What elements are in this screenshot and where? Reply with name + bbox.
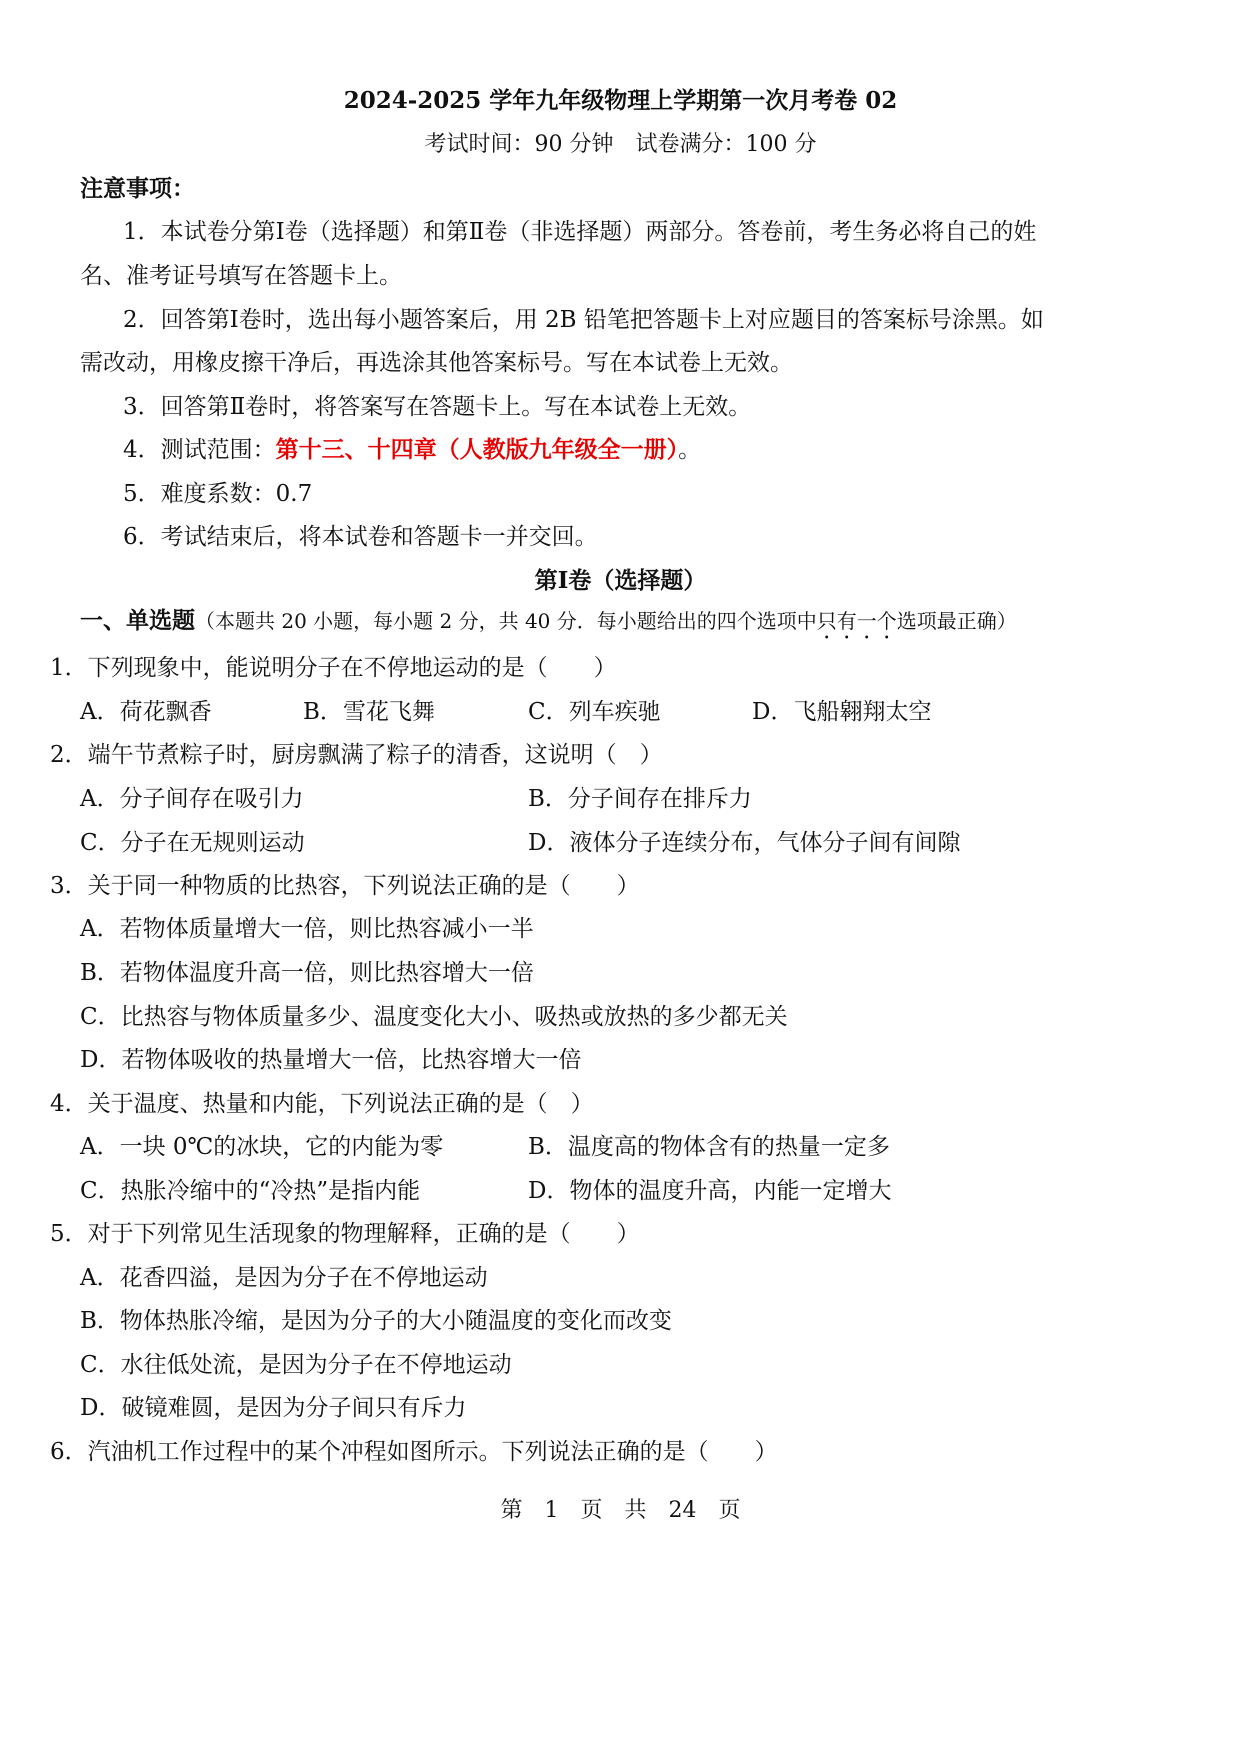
note-6: 6．考试结束后，将本试卷和答题卡一并交回。: [123, 524, 598, 550]
question-4-option-d: D．物体的温度升高，内能一定增大: [528, 1178, 892, 1204]
question-1-option-a: A．荷花飘香: [80, 699, 212, 725]
note-4-suffix: 。: [678, 437, 702, 463]
question-2-option-d: D．液体分子连续分布，气体分子间有间隙: [528, 830, 961, 856]
question-3-option-d: D．若物体吸收的热量增大一倍，比热容增大一倍: [80, 1047, 582, 1073]
question-1-option-d: D．飞船翱翔太空: [752, 699, 932, 725]
question-2-option-a: A．分子间存在吸引力: [80, 786, 304, 812]
note-4: [123, 435, 701, 465]
question-1-option-b: B．雪花飞舞: [303, 699, 435, 725]
exam-info: 考试时间：90 分钟 试卷满分：100 分: [424, 132, 817, 157]
note-3: 3．回答第Ⅱ卷时，将答案写在答题卡上。写在本试卷上无效。: [123, 394, 752, 420]
section-heading-line: [80, 606, 1017, 644]
question-4-option-b: B．温度高的物体含有的热量一定多: [528, 1134, 890, 1160]
section-heading: 一、单选题: [80, 607, 195, 634]
question-5-option-d: D．破镜难圆，是因为分子间只有斥力: [80, 1395, 467, 1421]
question-4-stem: 4．关于温度、热量和内能，下列说法正确的是（ ）: [50, 1091, 594, 1117]
question-5-option-a: A．花香四溢，是因为分子在不停地运动: [80, 1265, 488, 1291]
question-3-option-b: B．若物体温度升高一倍，则比热容增大一倍: [80, 960, 534, 986]
emphasis-text: 只有一个: [816, 609, 897, 633]
note-1-line-1: 1．本试卷分第Ⅰ卷（选择题）和第Ⅱ卷（非选择题）两部分。答卷前，考生务必将自己的姓: [123, 219, 1037, 245]
question-2-stem: 2．端午节煮粽子时，厨房飘满了粽子的清香，这说明（ ）: [50, 742, 663, 768]
section-desc-emphasis: [817, 609, 897, 633]
question-5-option-c: C．水往低处流，是因为分子在不停地运动: [80, 1352, 512, 1378]
note-2-line-1: 2．回答第Ⅰ卷时，选出每小题答案后，用 2B 铅笔把答题卡上对应题目的答案标号涂黑。如: [123, 307, 1044, 333]
question-1-stem: 1．下列现象中，能说明分子在不停地运动的是（ ）: [50, 655, 617, 681]
note-2-line-2: 需改动，用橡皮擦干净后，再选涂其他答案标号。写在本试卷上无效。: [80, 350, 793, 376]
page-footer: 第 1 页 共 24 页: [500, 1498, 741, 1523]
page-title: 2024-2025 学年九年级物理上学期第一次月考卷 02: [343, 87, 898, 114]
question-3-stem: 3．关于同一种物质的比热容，下列说法正确的是（ ）: [50, 873, 640, 899]
notes-heading: 注意事项：: [80, 175, 195, 202]
section-desc-a: （本题共 20 小题，每小题 2 分，共 40 分．每小题给出的四个选项中: [195, 609, 817, 633]
note-5: 5．难度系数：0.7: [123, 481, 313, 507]
question-5-option-b: B．物体热胀冷缩，是因为分子的大小随温度的变化而改变: [80, 1308, 672, 1334]
note-1-line-2: 名、准考证号填写在答题卡上。: [80, 263, 402, 289]
question-5-stem: 5．对于下列常见生活现象的物理解释，正确的是（ ）: [50, 1221, 640, 1247]
question-2-option-b: B．分子间存在排斥力: [528, 786, 752, 812]
question-2-option-c: C．分子在无规则运动: [80, 830, 305, 856]
section-title: 第Ⅰ卷（选择题）: [534, 567, 707, 594]
test-scope: 第十三、十四章（人教版九年级全一册）: [275, 436, 679, 463]
question-4-option-c: C．热胀冷缩中的“冷热”是指内能: [80, 1178, 421, 1204]
question-1-option-c: C．列车疾驰: [528, 699, 661, 725]
question-4-option-a: A．一块 0℃的冰块，它的内能为零: [80, 1134, 444, 1160]
question-6-stem: 6．汽油机工作过程中的某个冲程如图所示。下列说法正确的是（ ）: [50, 1439, 778, 1465]
question-3-option-a: A．若物体质量增大一倍，则比热容减小一半: [80, 916, 534, 942]
note-4-prefix: 4．测试范围：: [123, 437, 276, 463]
question-3-option-c: C．比热容与物体质量多少、温度变化大小、吸热或放热的多少都无关: [80, 1004, 788, 1030]
section-desc-b: 选项最正确）: [896, 609, 1017, 633]
